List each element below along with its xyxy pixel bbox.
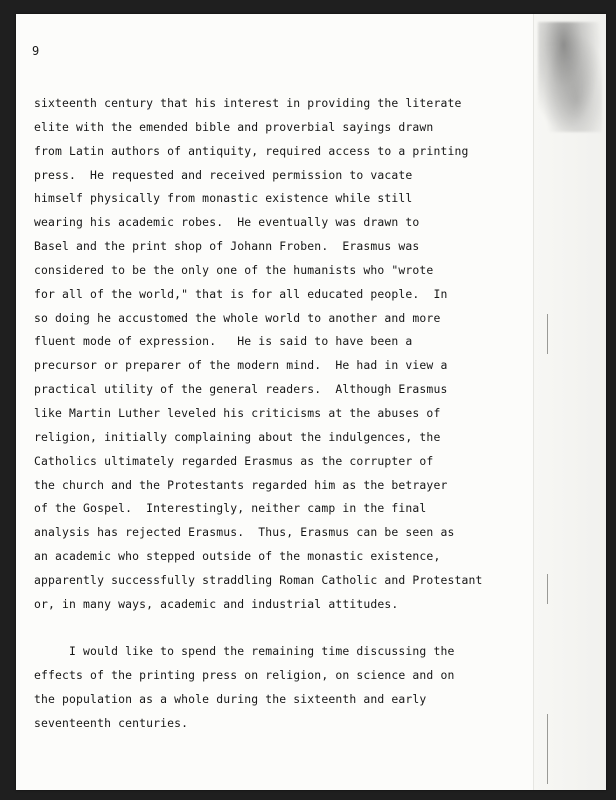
- text-line: considered to be the only one of the humanists who "wrote: [34, 262, 434, 277]
- right-margin-strip: [533, 14, 606, 790]
- text-line: Basel and the print shop of Johann Froben. Erasmus was: [34, 239, 420, 254]
- margin-mark: [547, 574, 548, 604]
- body-text: [34, 92, 514, 736]
- text-line: like Martin Luther leveled his criticisms at the abuses of: [34, 405, 441, 420]
- text-line: effects of the printing press on religion, on science and on: [34, 668, 455, 683]
- text-line: or, in many ways, academic and industrial attitudes.: [34, 596, 399, 611]
- text-line: the population as a whole during the sixteenth and early: [34, 692, 427, 707]
- text-line: himself physically from monastic existence while still: [34, 191, 413, 206]
- text-line: I would like to spend the remaining time discussing the: [34, 644, 455, 659]
- text-line: sixteenth century that his interest in providing the literate: [34, 96, 462, 110]
- text-line: seventeenth centuries.: [34, 715, 189, 730]
- page-number: 9: [32, 44, 40, 58]
- paragraph: [34, 640, 514, 735]
- text-line: from Latin authors of antiquity, required access to a printing: [34, 143, 469, 158]
- text-line: analysis has rejected Erasmus. Thus, Erasmus can be seen as: [34, 525, 455, 540]
- text-line: press. He requested and received permission to vacate: [34, 167, 413, 182]
- document-page: [16, 14, 606, 790]
- text-line: apparently successfully straddling Roman Catholic and Protestant: [34, 572, 483, 587]
- text-line: the church and the Protestants regarded him as the betrayer: [34, 477, 448, 492]
- text-line: fluent mode of expression. He is said to have been a: [34, 334, 413, 349]
- text-line: religion, initially complaining about the indulgences, the: [34, 429, 441, 444]
- text-line: of the Gospel. Interestingly, neither camp in the final: [34, 501, 427, 516]
- text-line: elite with the emended bible and proverbial sayings drawn: [34, 119, 434, 134]
- paragraph: [34, 92, 514, 617]
- text-line: Catholics ultimately regarded Erasmus as the corrupter of: [34, 453, 434, 468]
- text-line: practical utility of the general readers. Although Erasmus: [34, 382, 448, 397]
- margin-mark: [547, 314, 548, 354]
- margin-mark: [547, 714, 548, 784]
- text-line: precursor or preparer of the modern mind. He had in view a: [34, 358, 448, 373]
- text-line: so doing he accustomed the whole world to another and more: [34, 310, 441, 325]
- text-line: wearing his academic robes. He eventually was drawn to: [34, 215, 420, 230]
- text-line: an academic who stepped outside of the monastic existence,: [34, 549, 441, 564]
- text-line: for all of the world," that is for all educated people. In: [34, 286, 448, 301]
- paragraph-gap: [34, 617, 514, 641]
- scan-smudge: [538, 22, 602, 132]
